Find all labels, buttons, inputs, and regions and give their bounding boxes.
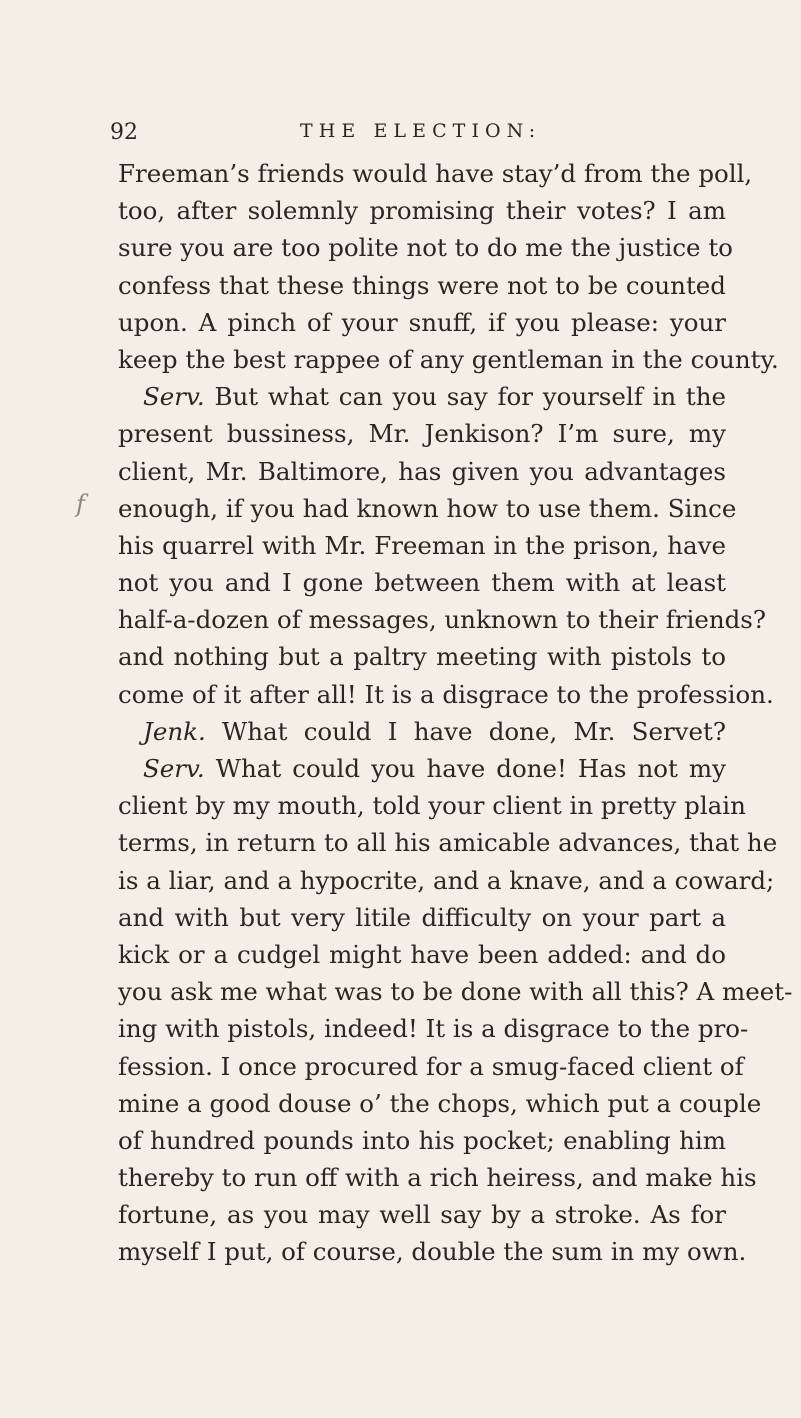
line-text: What could you have done! Has not my xyxy=(204,754,726,783)
text-line xyxy=(118,453,726,490)
text-line xyxy=(118,676,774,713)
speaker-name: Serv. xyxy=(143,754,205,783)
line-text: thereby to run off with a rich heiress, and make his xyxy=(118,1163,757,1193)
text-line xyxy=(118,1122,726,1159)
text-line xyxy=(118,415,726,452)
text-line xyxy=(118,527,726,564)
text-line xyxy=(118,1048,744,1085)
text-line xyxy=(118,1233,747,1270)
text-line xyxy=(118,192,726,229)
line-text: half-a-dozen of messages, unknown to their friends? xyxy=(118,605,767,635)
page-header xyxy=(110,120,710,150)
text-line xyxy=(118,304,726,341)
text-line xyxy=(118,378,726,415)
line-text: client by my mouth, told your client in pretty plain xyxy=(118,791,746,821)
line-text: and with but very litile difficulty on your part a xyxy=(118,902,726,932)
body-text xyxy=(118,155,793,1271)
speaker-name: Jenk. xyxy=(143,716,206,746)
margin-mark: f xyxy=(76,490,85,518)
line-text: myself I put, of course, double the sum in my own. xyxy=(118,1237,747,1267)
text-line xyxy=(118,824,778,861)
line-text: you ask me what was to be done with all this? A meet- xyxy=(118,977,793,1007)
line-text: But what can you say for yourself in the xyxy=(204,382,726,412)
line-text: come of it after all! It is a disgrace to the profession. xyxy=(118,679,774,709)
page-number: 92 xyxy=(110,120,138,145)
line-text: ing with pistols, indeed! It is a disgrace to the pro- xyxy=(118,1014,749,1044)
text-line xyxy=(118,638,726,675)
line-text: and nothing but a paltry meeting with pistols to xyxy=(118,642,726,672)
line-text: upon. A pinch of your snuff, if you please: your xyxy=(118,307,726,337)
text-line xyxy=(118,1085,762,1122)
text-line xyxy=(118,1159,757,1196)
line-text: kick or a cudgel might have been added: and do xyxy=(118,939,726,969)
line-text: is a liar, and a hypocrite, and a knave, and a coward; xyxy=(118,865,775,895)
line-text: keep the best rappee of any gentleman in the county. xyxy=(118,344,779,374)
text-line xyxy=(118,973,793,1010)
line-text: his quarrel with Mr. Freeman in the prison, have xyxy=(118,530,726,560)
line-text: of hundred pounds into his pocket; enabling him xyxy=(118,1125,726,1155)
line-text: too, after solemnly promising their votes? I am xyxy=(118,196,726,226)
line-text: mine a good douse o’ the chops, which put a couple xyxy=(118,1088,762,1118)
text-line xyxy=(118,862,775,899)
line-text: fortune, as you may well say by a stroke. As for xyxy=(118,1200,726,1230)
line-text: present bussiness, Mr. Jenkison? I’m sure, my xyxy=(118,419,726,449)
line-text: terms, in return to all his amicable advances, that he xyxy=(118,828,778,858)
line-text: Freeman’s friends would have stay’d from the poll, xyxy=(118,159,753,188)
text-line xyxy=(118,267,726,304)
line-text: What could I have done, Mr. Servet? xyxy=(205,716,726,746)
line-text: sure you are too polite not to do me the justice to xyxy=(118,233,733,263)
text-line xyxy=(118,750,726,787)
text-line xyxy=(118,341,779,378)
speaker-name: Serv. xyxy=(143,382,205,412)
text-line xyxy=(118,564,726,601)
text-line xyxy=(118,713,726,750)
text-line xyxy=(118,936,726,973)
text-line xyxy=(118,490,737,527)
text-line xyxy=(118,899,726,936)
text-line xyxy=(118,1010,749,1047)
line-text: enough, if you had known how to use them. Since xyxy=(118,493,737,523)
line-text: client, Mr. Baltimore, has given you advantages xyxy=(118,456,726,486)
line-text: fession. I once procured for a smug-faced client of xyxy=(118,1051,744,1081)
running-title: THE ELECTION: xyxy=(300,120,542,142)
text-line xyxy=(118,155,753,192)
text-line xyxy=(118,229,733,266)
line-text: not you and I gone between them with at least xyxy=(118,568,726,598)
text-line xyxy=(118,787,746,824)
text-line xyxy=(118,601,767,638)
line-text: confess that these things were not to be counted xyxy=(118,270,726,300)
text-line xyxy=(118,1196,726,1233)
